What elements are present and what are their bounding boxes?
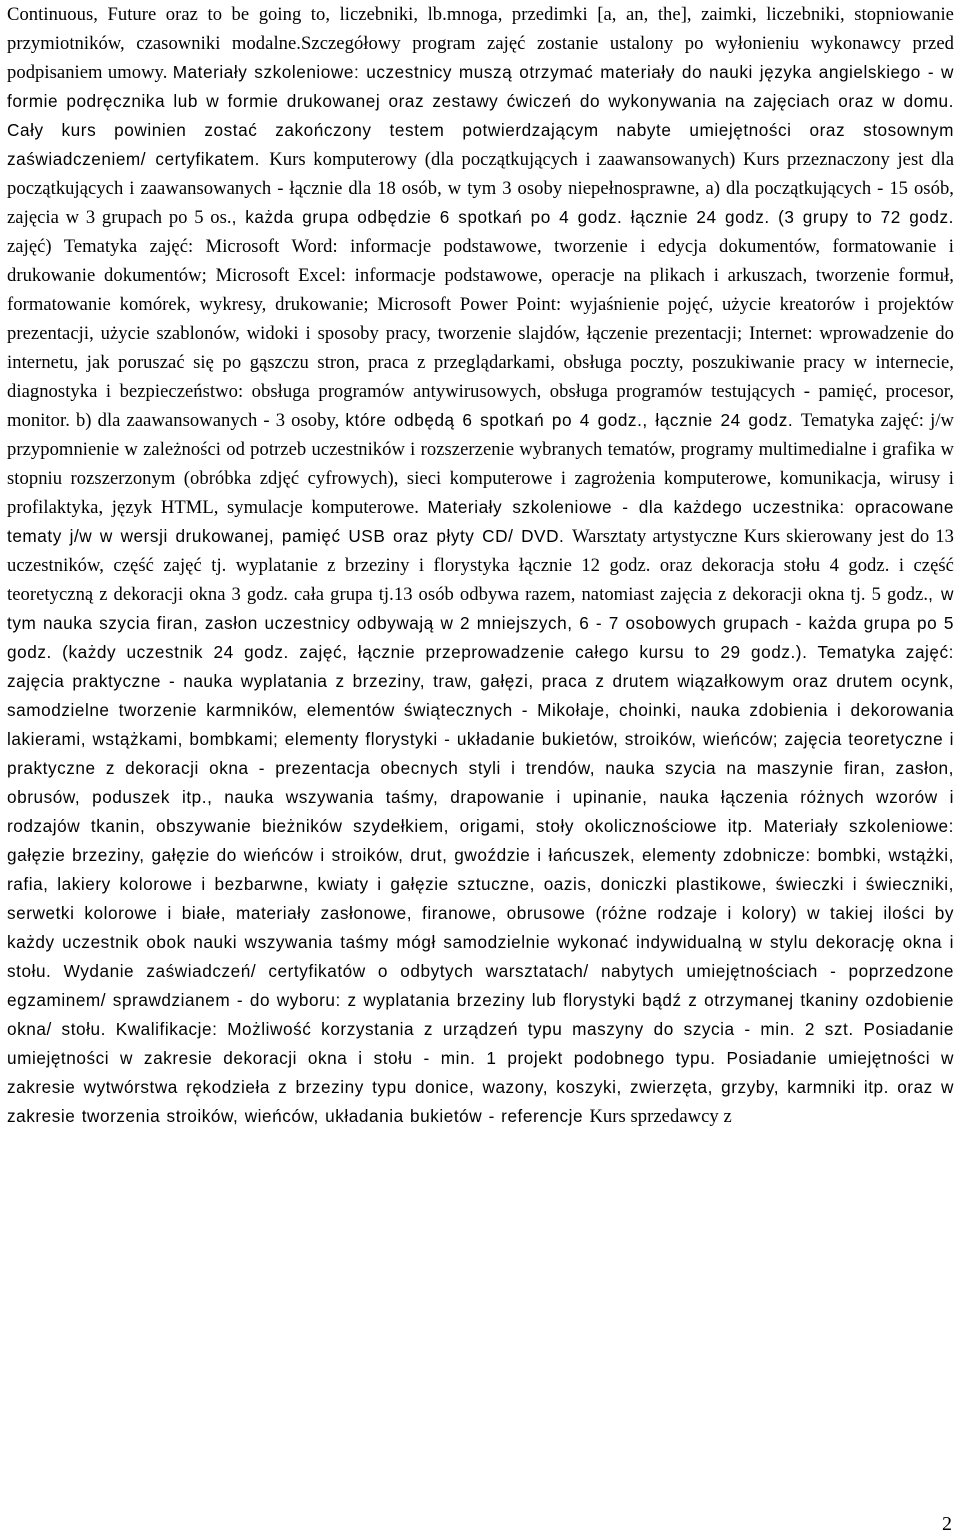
text-run: , w tym nauka szycia firan, zasłon uczestnicy odbywają w 2 mniejszych, 6 - 7 osobowych grupach - każda grupa po 5 godz. (każdy uczestnik 24 godz. zajęć, łącznie przeprowadzenie całego kursu to 29 godz.). Tematyka zajęć: zajęcia praktyczne - nauka wyplatania z brzeziny, traw, gałęzi, praca z drutem wiązałkowym oraz drutem ocynk, samodzielne tworzenie karmników, elementów świątecznych - Mikołaje, choinki, nauka zdobienia i dekorowania lakierami, wstążkami, bombkami; elementy florystyki - układanie bukietów, stroików, wieńców; zajęcia teoretyczne i praktyczne z dekoracji okna - prezentacja obecnych styli i trendów, nauka szycia na maszynie firan, zasłon, obrusów, poduszek itp., nauka wszywania taśmy, drapowanie i upinanie, nauka łączenia różnych wzorów i rodzajów tkanin, obszywanie bieżników szydełkiem, origami, stoły okolicznościowe itp. Materiały szkoleniowe: gałęzie brzeziny, gałęzie do wieńców i stroików, drut, gwoździe i łańcuszek, elementy zdobnicze: bombki, wstążki, rafia, lakiery kolorowe i bezbarwne, kwiaty i gałęzie sztuczne, oazis, doniczki plastikowe, świeczki i świeczniki, serwetki kolorowe i białe, materiały zasłonowe, firanowe, obrusowe (różne rodzaje i kolory) w takiej ilości by każdy uczestnik obok nauki wszywania taśmy mógł samodzielnie wykonać indywidualną w stylu dekorację okna i stołu. Wydanie zaświadczeń/ certyfikatów o odbytych warsztatach/ nabytych umiejętnościach - poprzedzone egzaminem/ sprawdzianem - do wyboru: z wyplatania brzeziny lub florystyki bądź z otrzymanej tkaniny ozdobienie okna/ stołu. Kwalifikacje: Możliwość korzystania z urządzeń typu maszyny do szycia - min. 2 szt. Posiadanie umiejętności w zakresie dekoracji okna i stołu - min. 1 projekt podobnego typu. Posiadanie umiejętności w zakresie wytwórstwa rękodzieła z brzeziny typu donice, wazony, koszyki, zwierzęta, grzyby, karmniki itp. oraz w zakresie tworzenia stroików, wieńców, układania bukietów - referencje	[7, 584, 954, 1126]
text-run: Warsztaty artystyczne Kurs skierowany jest do 13 uczestników, część zajęć tj. wyplatanie z brzeziny i florystyka łącznie 12 godz. oraz dekoracja stołu 4 godz. i część teoretyczną z dekoracji okna 3 godz. cała grupa tj.13 osób odbywa razem, natomiast zajęcia z dekoracji okna tj. 5 godz.	[7, 526, 954, 605]
text-run: Kurs sprzedawcy z	[589, 1106, 732, 1127]
text-run: Continuous, Future oraz to be going to, liczebniki, lb.mnoga, przedimki [a, an, the], zaimki, liczebniki, stopniowanie przymiotników, czasowniki modalne.Szczegółowy program zajęć zostanie ustalony po wyłonieniu wykonawcy przed podpisaniem umowy.	[7, 4, 954, 83]
text-run: zajęć) Tematyka zajęć: Microsoft Word: informacje podstawowe, tworzenie i edycja dokumentów, formatowanie i drukowanie dokumentów; Microsoft Excel: informacje podstawowe, operacje na plikach i arkuszach, tworzenie formuł, formatowanie komórek, wykresy, drukowanie; Microsoft Power Point: wyjaśnienie pojęć, użycie kreatorów i projektów prezentacji, użycie szablonów, widoki i sposoby pracy, tworzenie slajdów, łączenie prezentacji; Internet: wprowadzenie do internetu, jak poruszać się po gąszczu stron, praca z przeglądarkami, obsługa poczty, poszukiwanie pracy w internecie, diagnostyka i bezpieczeństwo: obsługa programów antywirusowych, obsługa programów testujących - pamięć, procesor, monitor. b) dla zaawansowanych - 3 osoby,	[7, 236, 954, 431]
text-run: , każda grupa odbędzie 6 spotkań po 4 godz. łącznie 24 godz. (3 grupy to 72 godz.	[231, 207, 954, 227]
body-text	[7, 0, 954, 1131]
text-run: które odbędą 6 spotkań po 4 godz., łącznie 24 godz.	[345, 410, 801, 430]
text-run: Materiały szkoleniowe: uczestnicy muszą otrzymać materiały do nauki języka angielskiego - w formie podręcznika lub w formie drukowanej oraz zestawy ćwiczeń do wykonywania na zajęciach oraz w domu. Cały kurs powinien zostać zakończony testem potwierdzającym nabyte umiejętności oraz stosownym zaświadczeniem/ certyfikatem.	[7, 62, 954, 169]
document-page	[7, 0, 954, 1131]
text-run: Tematyka zajęć: j/w przypomnienie w zależności od potrzeb uczestników i rozszerzenie wybranych tematów, programy multimedialne i grafika w stopniu rozszerzonym (obróbka zdjęć cyfrowych), sieci komputerowe i zagrożenia komputerowe, komunikacja, wirusy i profilaktyka, język HTML, symulacje komputerowe.	[7, 410, 954, 518]
text-run: Materiały szkoleniowe - dla każdego uczestnika: opracowane tematy j/w w wersji drukowanej, pamięć USB oraz płyty CD/ DVD.	[7, 497, 954, 546]
text-run: Kurs komputerowy (dla początkujących i zaawansowanych) Kurs przeznaczony jest dla początkujących i zaawansowanych - łącznie dla 18 osób, w tym 3 osoby niepełnosprawne, a) dla początkujących - 15 osób, zajęcia w 3 grupach po 5 os.	[7, 149, 954, 228]
page-number: 2	[942, 1513, 952, 1535]
